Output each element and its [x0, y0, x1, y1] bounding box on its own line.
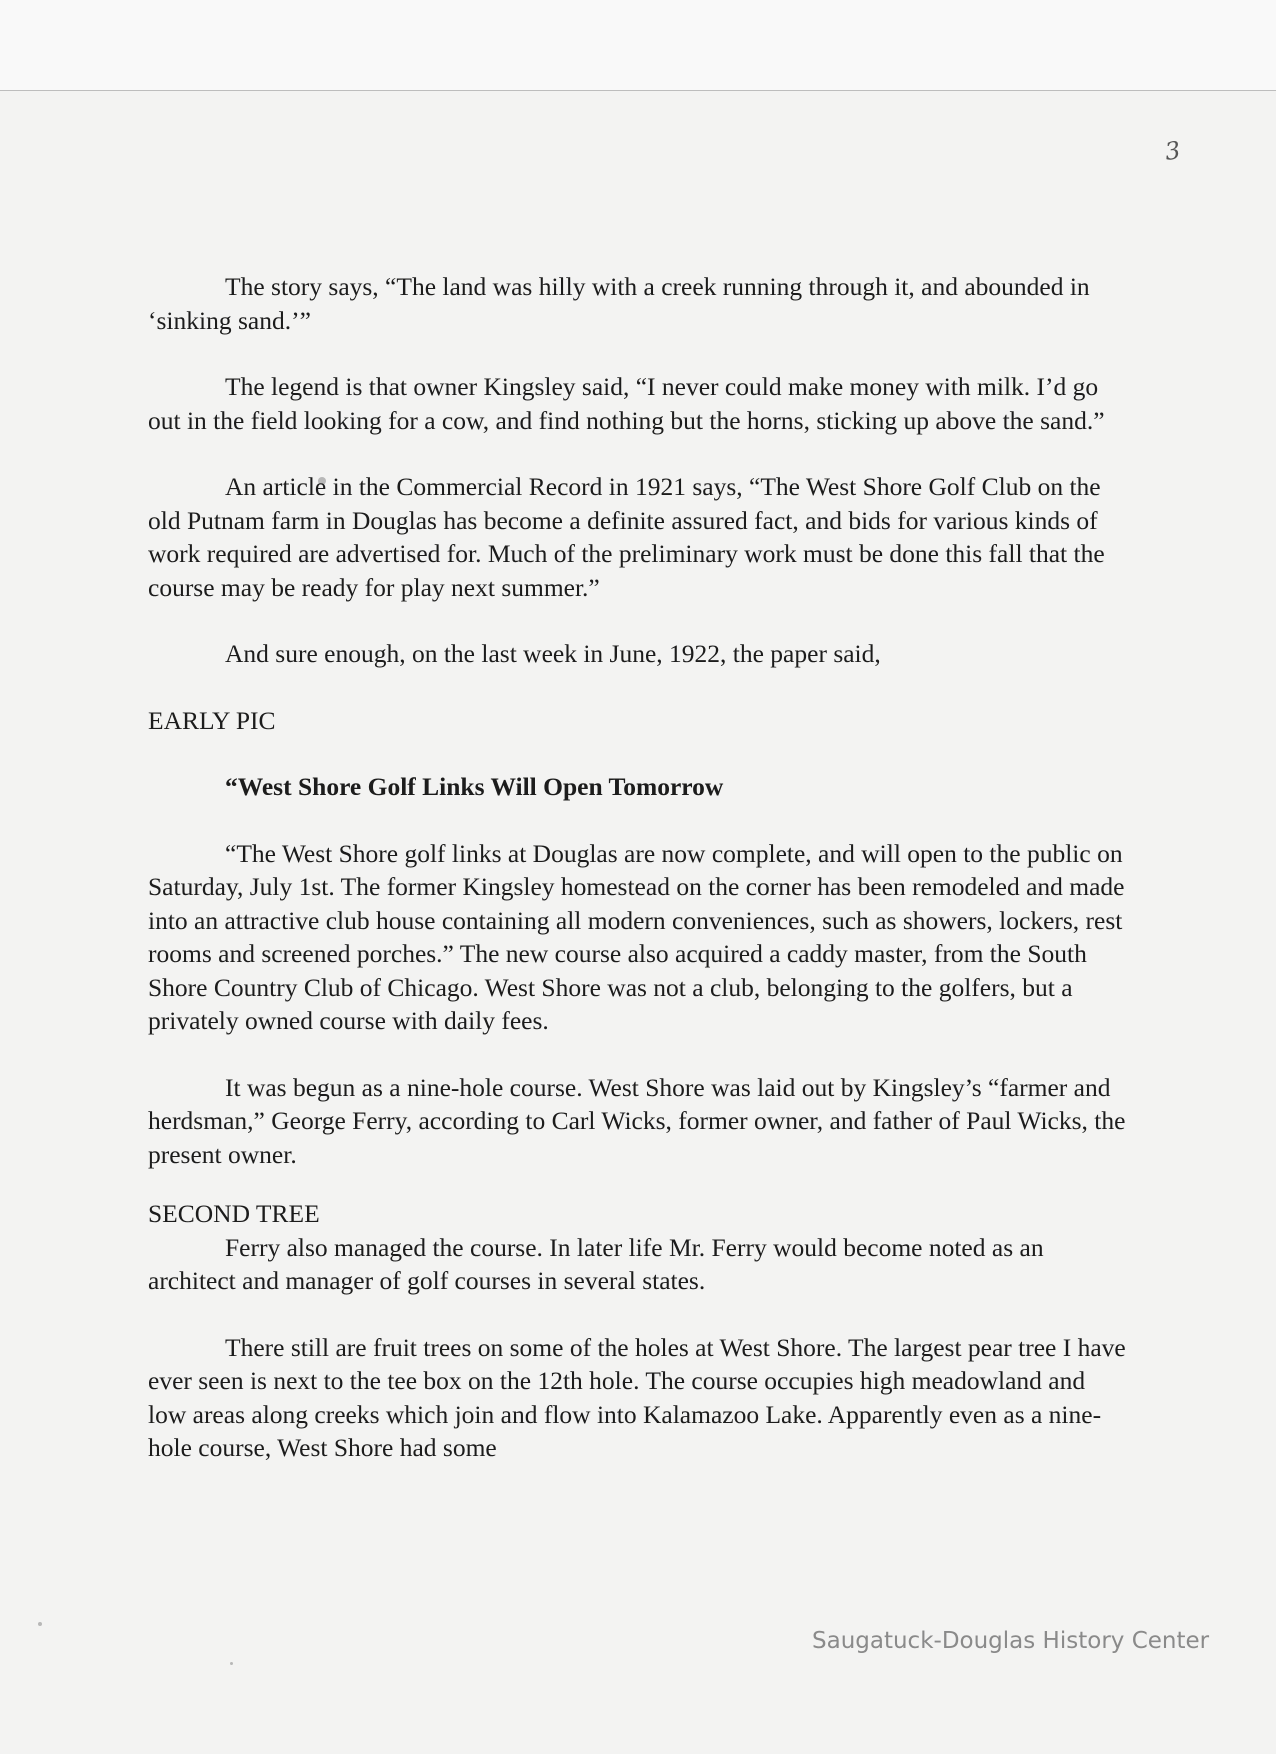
paragraph: The story says, “The land was hilly with a creek running through it, and abounded in ‘sinking sand.’” — [148, 272, 1090, 335]
paragraph: Ferry also managed the course. In later life Mr. Ferry would become noted as an architect and manager of golf courses in several states. — [148, 1232, 1044, 1295]
article-headline: “West Shore Golf Links Will Open Tomorrow — [225, 772, 724, 801]
paragraph: It was begun as a nine-hole course. West Shore was laid out by Kingsley’s “farmer and herdsman,” George Ferry, according to Carl Wicks, former owner, and father of Paul Wicks, the present owner. — [148, 1072, 1126, 1169]
scanner-top-band — [0, 0, 1276, 91]
paragraph: “The West Shore golf links at Douglas are now complete, and will open to the public on Saturday, July 1st. The former Kingsley homestead on the corner has been remodeled and made into an attractive club house containing all modern conveniences, such as showers, lockers, rest rooms and screened porches.” The new course also acquired a caddy master, from the South Shore Country Club of Chicago. West Shore was not a club, belonging to the golfers, but a privately owned course with daily fees. — [148, 838, 1125, 1035]
dust-speck — [230, 1662, 233, 1665]
dust-speck — [38, 1622, 42, 1626]
paragraph: And sure enough, on the last week in June, 1922, the paper said, — [225, 639, 881, 668]
document-body — [148, 270, 1128, 1465]
paragraph: An article in the Commercial Record in 1921 says, “The West Shore Golf Club on the old Putnam farm in Douglas has become a definite assured fact, and bids for various kinds of work required are advertised for. Much of the preliminary work must be done this fall that the course may be ready for play next summer.” — [148, 472, 1105, 602]
section-label: SECOND TREE — [148, 1199, 320, 1228]
paragraph: There still are fruit trees on some of the holes at West Shore. The largest pear tree I have ever seen is next to the tee box on the 12th hole. The course occupies high meadowland and low areas along creeks which join and flow into Kalamazoo Lake. Apparently even as a nine-hole course, West Shore had some — [148, 1332, 1126, 1462]
history-center-watermark: Saugatuck-Douglas History Center — [812, 1628, 1210, 1654]
handwritten-page-number: 3 — [1163, 136, 1183, 166]
section-label: EARLY PIC — [148, 705, 276, 735]
paragraph: The legend is that owner Kingsley said, “I never could make money with milk. I’d go out in the field looking for a cow, and find nothing but the horns, sticking up above the sand.” — [148, 372, 1105, 435]
